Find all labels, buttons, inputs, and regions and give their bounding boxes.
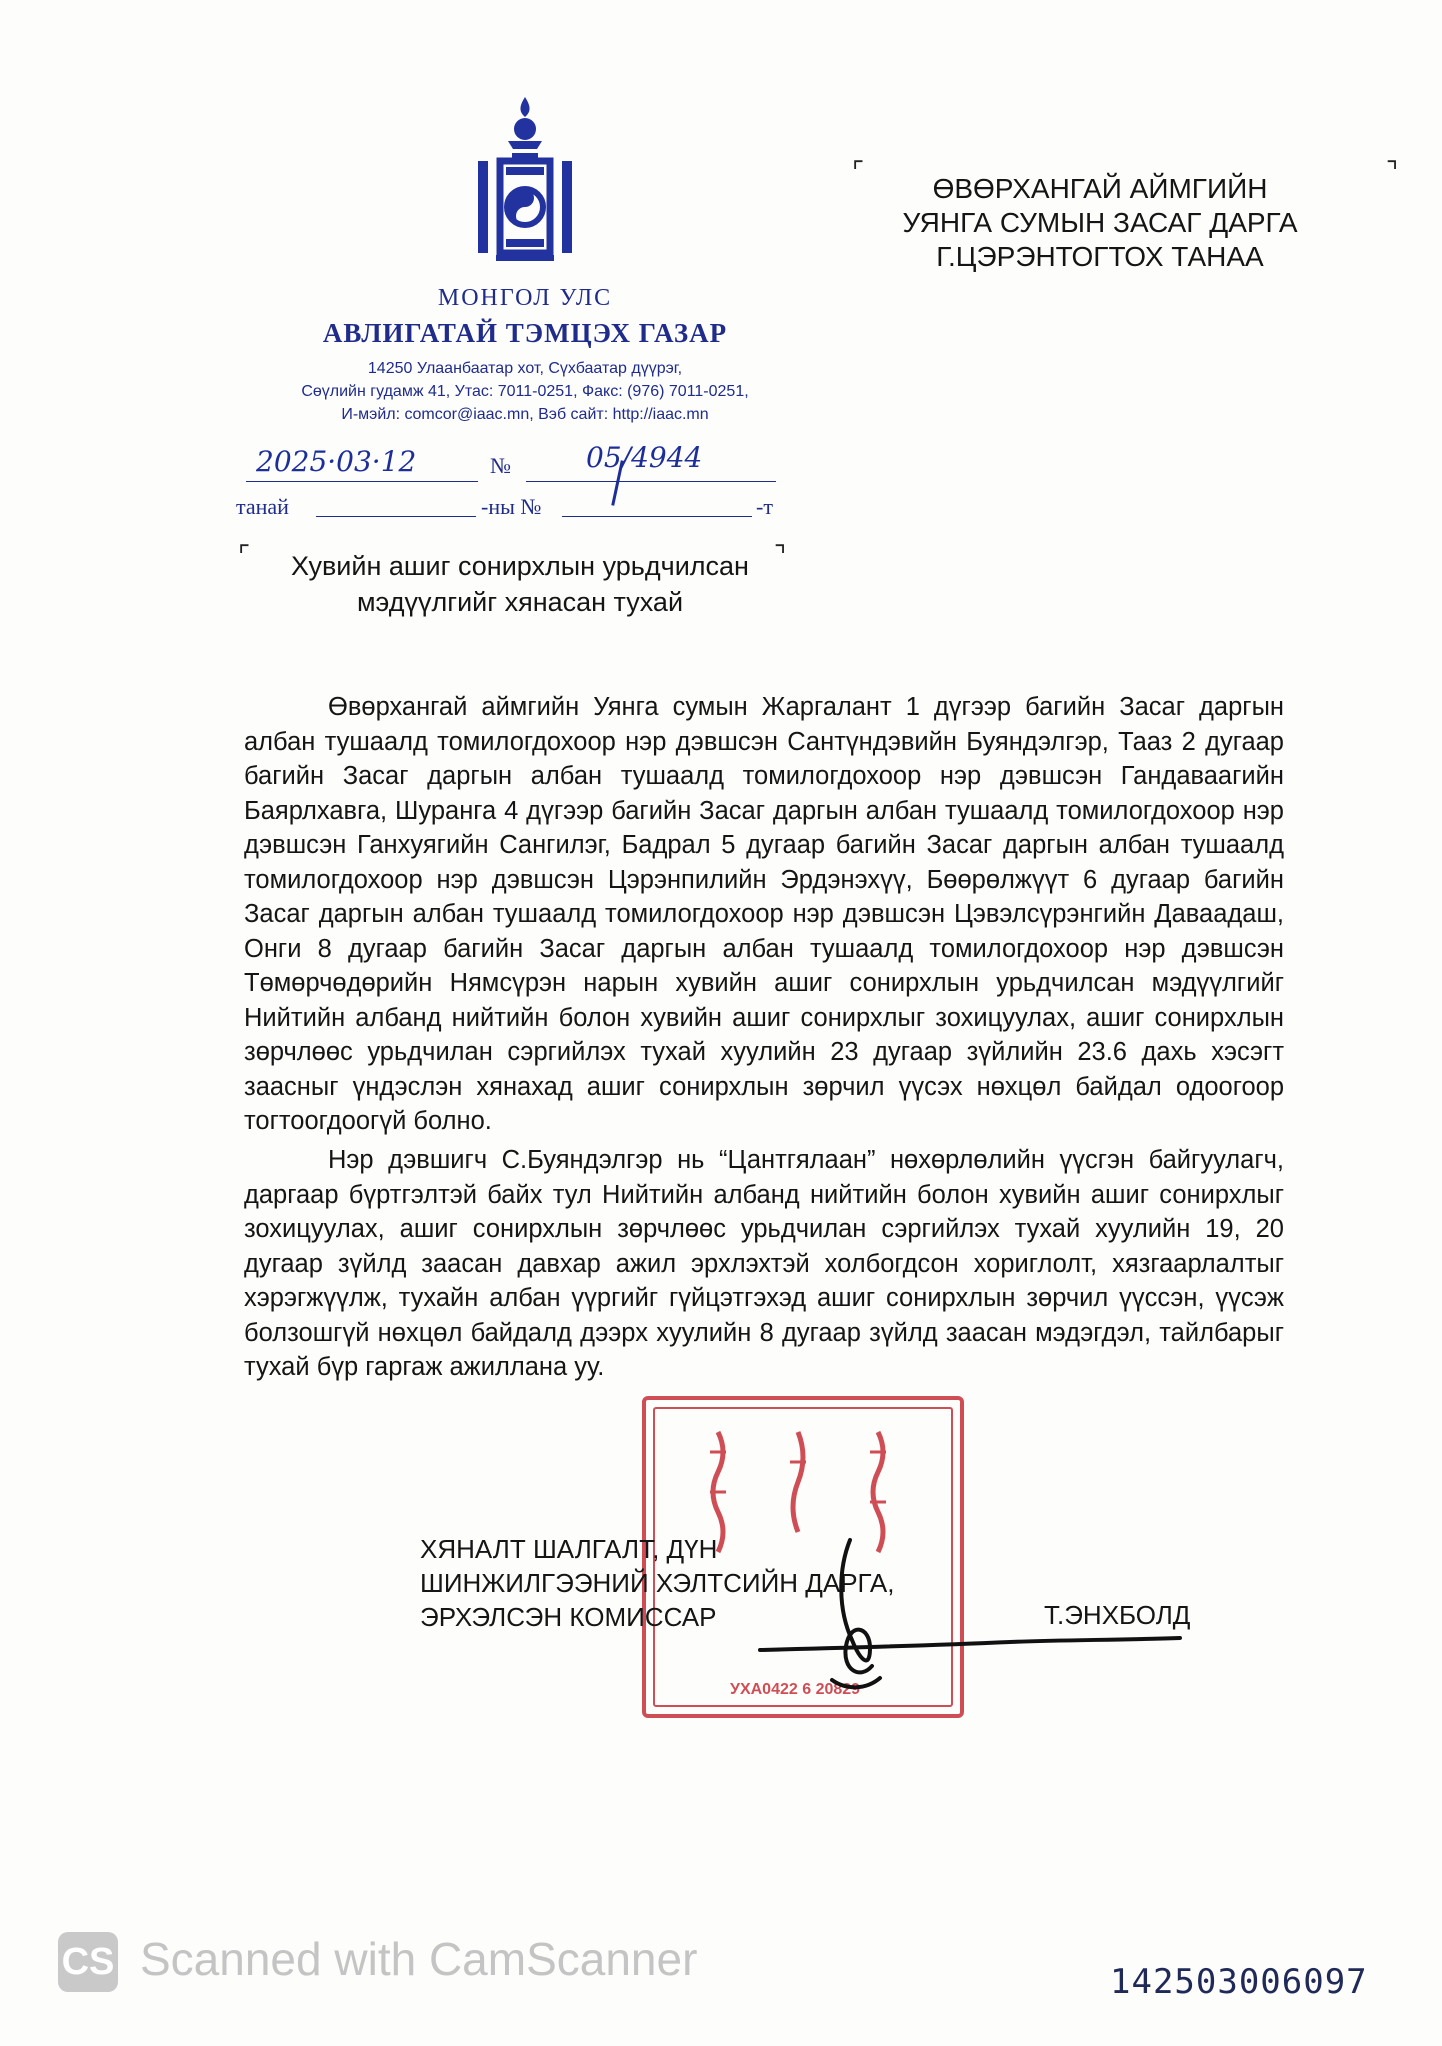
- registration-no-label: №: [490, 453, 511, 478]
- reply-reference-line: [236, 490, 796, 530]
- subject: [250, 548, 790, 620]
- body-paragraph-2-container: [244, 1143, 1284, 1385]
- registration-date: 2025·03·12: [256, 445, 417, 478]
- stamp-code: УХА0422 6 20829: [730, 1681, 861, 1698]
- soyombo-emblem-icon: [470, 95, 580, 265]
- addressee-line-2: УЯНГА СУМЫН ЗАСАГ ДАРГА: [902, 207, 1298, 238]
- signature-title-line-3: ЭРХЭЛСЭН КОМИССАР: [420, 1602, 717, 1632]
- reply-prefix: танай: [236, 494, 289, 519]
- subject-line-1: Хувийн ашиг сонирхлын урьдчилсан: [291, 551, 749, 581]
- reply-mid: -ны №: [481, 494, 542, 519]
- camscanner-watermark: Scanned with CamScanner: [140, 1933, 698, 1985]
- signature-title-line-1: ХЯНАЛТ ШАЛГАЛТ, ДҮН: [420, 1534, 718, 1564]
- org-contacts: И-мэйл: comcor@iaac.mn, Вэб сайт: http://iaac.mn: [341, 406, 709, 423]
- registration-number: 05/4944: [586, 441, 703, 474]
- signature-title-line-2: ШИНЖИЛГЭЭНИЙ ХЭЛТСИЙН ДАРГА,: [420, 1568, 895, 1598]
- org-country: МОНГОЛ УЛС: [437, 285, 613, 311]
- addressee-line-1: ӨВӨРХАНГАЙ АЙМГИЙН: [932, 173, 1268, 204]
- handwritten-signature-icon: [720, 1530, 1220, 1700]
- addressee-corner-right-icon: ⌝: [1386, 156, 1399, 186]
- addressee-corner-left-icon: ⌜: [852, 156, 865, 186]
- subject-line-2: мэдүүлгийг хянасан тухай: [356, 587, 684, 617]
- registration-date-line: [236, 441, 796, 485]
- addressee-block: [900, 172, 1300, 274]
- document-serial-number: 142503006097: [1110, 1962, 1368, 2002]
- body-paragraph-1-container: [244, 690, 1284, 1139]
- org-address-1: 14250 Улаанбаатар хот, Сүхбаатар дүүрэг,: [367, 360, 683, 377]
- reply-suffix: -т: [756, 494, 773, 519]
- camscanner-logo: CS: [58, 1932, 118, 1992]
- body-paragraph-1: Өвөрхангай аймгийн Уянга сумын Жаргалант 1 дүгээр багийн Засаг даргын албан тушаалд томилогдохоор нэр дэвшсэн Сантүндэвийн Буяндэлгэр, Тааз 2 дугаар багийн Засаг даргын албан тушаалд томилогдохоор нэр дэвшсэн Гандаваагийн Баярлхавга, Шуранга 4 дүгээр багийн Засаг даргын албан тушаалд томилогдохоор нэр дэвшсэн Ганхуягийн Сангилэг, Бадрал 5 дугаар багийн Засаг даргын албан тушаалд томилогдохоор нэр дэвшсэн Цэрэнпилийн Эрдэнэхүү, Бөөрөлжүүт 6 дугаар багийн Засаг даргын албан тушаалд томилогдохоор нэр дэвшсэн Цэвэлсүрэнгийн Даваадаш, Онги 8 дугаар багийн Засаг даргын албан тушаалд томилогдохоор нэр дэвшсэн Төмөрчөдөрийн Нямсүрэн нарын хувийн ашиг сонирхлын урьдчилсан мэдүүлгийг Нийтийн албанд нийтийн болон хувийн ашиг сонирхлыг зохицуулах, ашиг сонирхлын зөрчлөөс урьдчилан сэргийлэх тухай хуулийн 23 дугаар зүйлийн 23.6 дахь хэсэгт заасныг үндэслэн хянахад ашиг сонирхлын зөрчил үүсэх нөхцөл байдал одоогоор тогтоогдоогүй болно.: [244, 693, 1284, 1135]
- org-address-2: Сөүлийн гудамж 41, Утас: 7011-0251, Факс: (976) 7011-0251,: [301, 383, 749, 400]
- org-name: АВЛИГАТАЙ ТЭМЦЭХ ГАЗАР: [322, 318, 728, 348]
- signatory-name: Т.ЭНХБОЛД: [1044, 1600, 1191, 1630]
- body-paragraph-2: Нэр дэвшигч С.Буяндэлгэр нь “Цантгялаан” нөхөрлөлийн үүсгэн байгуулагч, даргаар бүртгэлтэй байх тул Нийтийн албанд нийтийн болон хувийн ашиг сонирхлыг зохицуулах, ашиг сонирхлын зөрчлөөс урьдчилан сэргийлэх тухай хуулийн 19, 20 дугаар зүйлд заасан давхар ажил эрхлэхтэй холбогдсон хориглолт, хязгаарлалтыг хэрэгжүүлж, тухайн албан үүргийг гүйцэтгэхэд ашиг сонирхлын зөрчил үүссэн, үүсэж болзошгүй нөхцөл байдалд дээрх хуулийн 8 дугаар зүйлд заасан мэдэгдэл, тайлбарыг тухай бүр гаргаж ажиллана уу.: [244, 1146, 1284, 1381]
- addressee-line-3: Г.ЦЭРЭНТОГТОХ ТАНАА: [936, 241, 1264, 272]
- subject-corner-left-icon: ⌜: [238, 540, 251, 570]
- subject-corner-right-icon: ⌝: [774, 540, 787, 570]
